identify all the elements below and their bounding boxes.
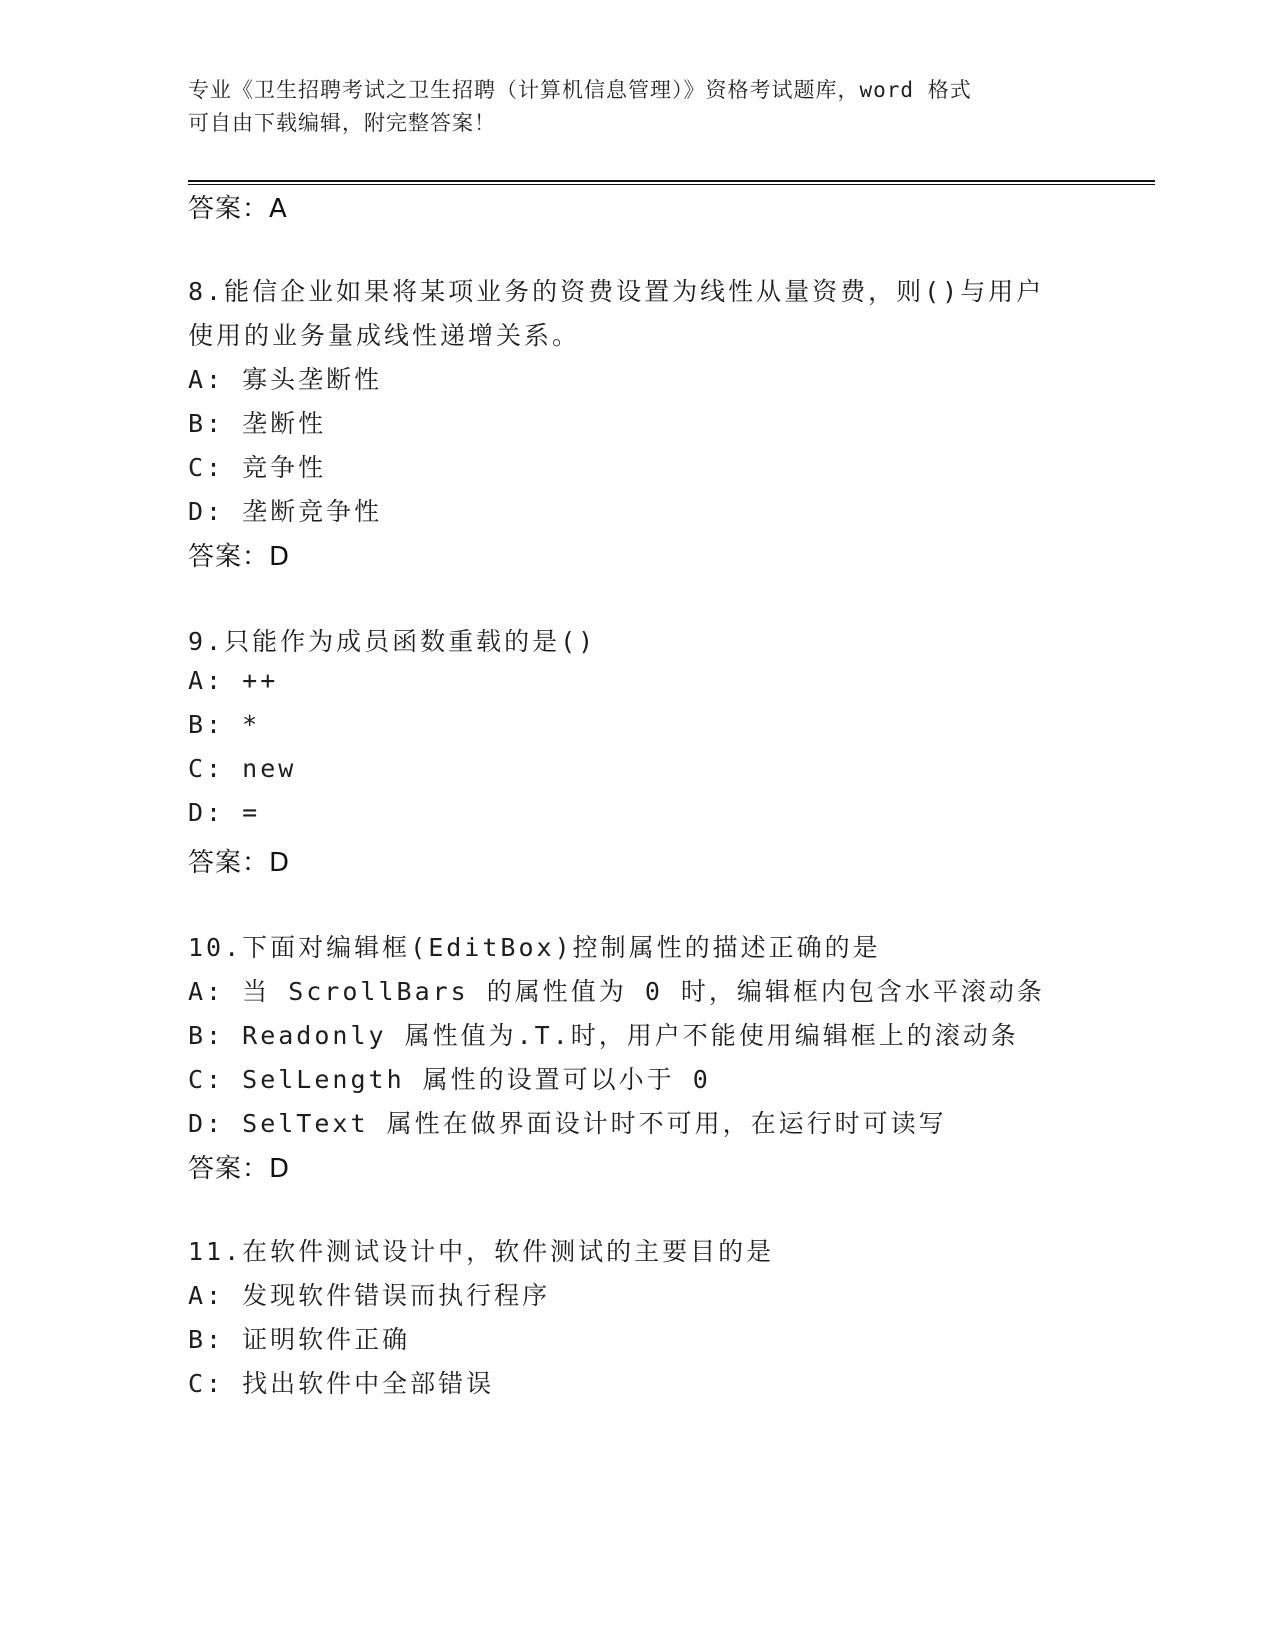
question-10-option-d: D: SelText 属性在做界面设计时不可用，在运行时可读写	[188, 1109, 947, 1138]
question-9-answer: 答案：D	[188, 848, 291, 878]
question-8-option-d: D: 垄断竞争性	[188, 497, 383, 526]
question-8-option-b: B: 垄断性	[188, 409, 327, 438]
question-9-stem: 9.只能作为成员函数重载的是()	[188, 627, 597, 656]
question-9-option-c: C: new	[188, 754, 297, 783]
question-9-option-b: B: *	[188, 710, 261, 739]
question-8-option-a: A: 寡头垄断性	[188, 365, 383, 394]
question-11-option-a: A: 发现软件错误而执行程序	[188, 1281, 551, 1310]
question-11-option-c: C: 找出软件中全部错误	[188, 1369, 495, 1398]
question-9-option-a: A: ++	[188, 666, 279, 695]
question-8-option-c: C: 竞争性	[188, 453, 327, 482]
question-9-option-d: D: =	[188, 798, 261, 827]
question-11-option-b: B: 证明软件正确	[188, 1325, 411, 1354]
question-8-answer: 答案：D	[188, 542, 291, 572]
header-rule-thin	[188, 184, 1155, 185]
question-10-option-a: A: 当 ScrollBars 的属性值为 0 时，编辑框内包含水平滚动条	[188, 977, 1045, 1006]
question-10-answer: 答案：D	[188, 1154, 291, 1184]
question-10-option-c: C: SelLength 属性的设置可以小于 0	[188, 1065, 711, 1094]
question-8-stem-line-2: 使用的业务量成线性递增关系。	[188, 321, 581, 350]
question-10-stem: 10.下面对编辑框(EditBox)控制属性的描述正确的是	[188, 933, 881, 962]
question-8-stem-line-1: 8.能信企业如果将某项业务的资费设置为线性从量资费，则()与用户	[188, 277, 1045, 306]
header-line-2: 可自由下载编辑，附完整答案！	[188, 111, 496, 135]
answer-label: 答案：A	[188, 194, 288, 224]
question-10-option-b: B: Readonly 属性值为.T.时，用户不能使用编辑框上的滚动条	[188, 1021, 1019, 1050]
question-11-stem: 11.在软件测试设计中，软件测试的主要目的是	[188, 1237, 775, 1266]
header-rule-thick	[188, 180, 1155, 182]
header-line-1: 专业《卫生招聘考试之卫生招聘（计算机信息管理）》资格考试题库，word 格式	[188, 78, 972, 102]
document-header	[188, 74, 1088, 140]
